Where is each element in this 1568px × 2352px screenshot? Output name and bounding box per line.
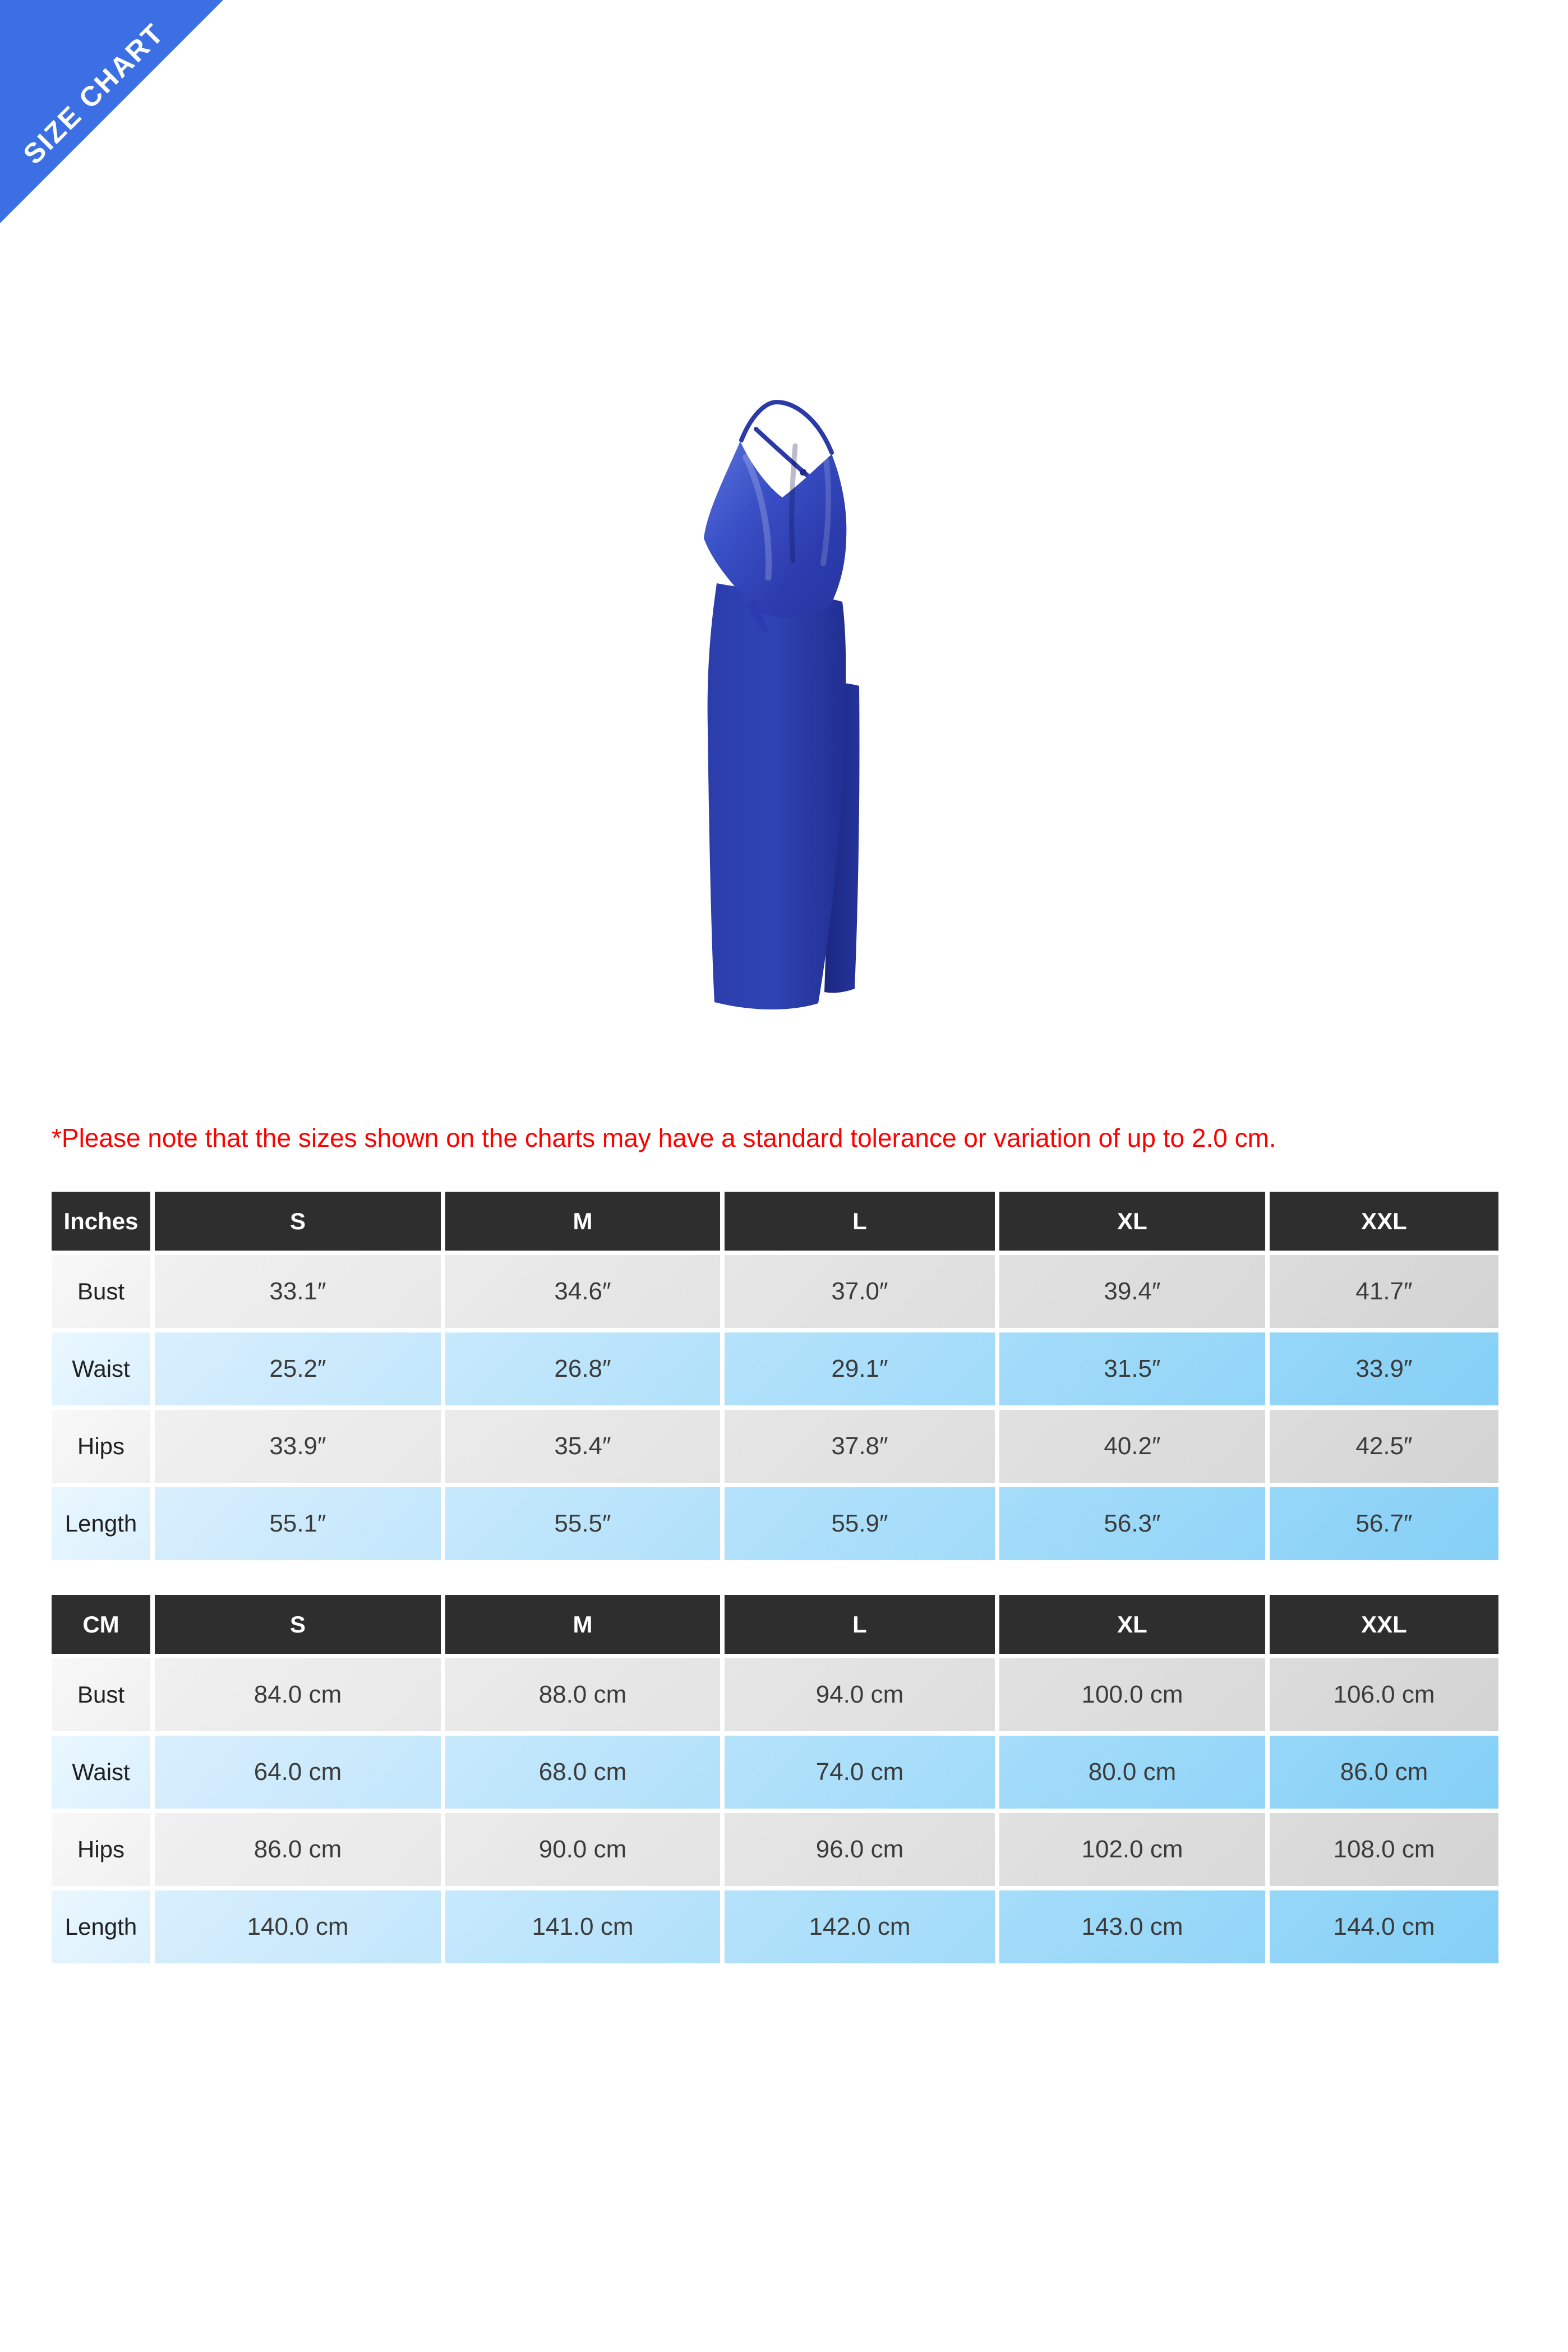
row-label: Hips [52, 1813, 150, 1886]
unit-header-cm: CM [52, 1595, 150, 1654]
table-row-waist [52, 1332, 1498, 1405]
size-value-cell: 25.2″ [155, 1332, 441, 1405]
size-value-cell: 64.0 cm [155, 1736, 441, 1809]
row-label: Length [52, 1487, 150, 1560]
tolerance-note: *Please note that the sizes shown on the charts may have a standard tolerance or variation of up to 2.0 cm. [52, 1123, 1276, 1152]
size-value-cell: 94.0 cm [725, 1658, 995, 1731]
size-value-cell: 29.1″ [725, 1332, 995, 1405]
ribbon-label: SIZE CHART [17, 17, 170, 170]
size-header-xxl: XXL [1270, 1595, 1498, 1654]
product-photo-dress [662, 367, 897, 1018]
size-value-cell: 26.8″ [445, 1332, 720, 1405]
size-header-m: M [445, 1595, 720, 1654]
table-header-row [52, 1192, 1498, 1251]
row-label: Hips [52, 1410, 150, 1483]
table-row-waist [52, 1736, 1498, 1809]
size-value-cell: 31.5″ [999, 1332, 1265, 1405]
dress-skirt-front [708, 583, 846, 1009]
size-value-cell: 106.0 cm [1270, 1658, 1498, 1731]
size-value-cell: 84.0 cm [155, 1658, 441, 1731]
size-value-cell: 39.4″ [999, 1255, 1265, 1328]
size-value-cell: 68.0 cm [445, 1736, 720, 1809]
table-row-bust [52, 1255, 1498, 1328]
size-header-l: L [725, 1192, 995, 1251]
size-value-cell: 142.0 cm [725, 1890, 995, 1963]
size-header-s: S [155, 1192, 441, 1251]
table-row-hips [52, 1410, 1498, 1483]
table-row-bust [52, 1658, 1498, 1731]
size-value-cell: 90.0 cm [445, 1813, 720, 1886]
strap-slider-bead [800, 469, 806, 476]
size-value-cell: 74.0 cm [725, 1736, 995, 1809]
size-value-cell: 86.0 cm [155, 1813, 441, 1886]
size-value-cell: 33.9″ [155, 1410, 441, 1483]
size-value-cell: 55.1″ [155, 1487, 441, 1560]
row-label: Length [52, 1890, 150, 1963]
dress-strap-inner [756, 429, 809, 477]
size-value-cell: 33.1″ [155, 1255, 441, 1328]
size-value-cell: 55.9″ [725, 1487, 995, 1560]
row-label: Waist [52, 1332, 150, 1405]
size-value-cell: 88.0 cm [445, 1658, 720, 1731]
size-value-cell: 42.5″ [1270, 1410, 1498, 1483]
size-value-cell: 34.6″ [445, 1255, 720, 1328]
row-label: Bust [52, 1658, 150, 1731]
size-table-inches [47, 1187, 1503, 1565]
size-header-m: M [445, 1192, 720, 1251]
size-value-cell: 140.0 cm [155, 1890, 441, 1963]
size-value-cell: 102.0 cm [999, 1813, 1265, 1886]
size-value-cell: 108.0 cm [1270, 1813, 1498, 1886]
row-label: Bust [52, 1255, 150, 1328]
size-value-cell: 56.7″ [1270, 1487, 1498, 1560]
size-value-cell: 56.3″ [999, 1487, 1265, 1560]
table-row-length [52, 1487, 1498, 1560]
size-value-cell: 86.0 cm [1270, 1736, 1498, 1809]
size-value-cell: 141.0 cm [445, 1890, 720, 1963]
size-header-s: S [155, 1595, 441, 1654]
size-value-cell: 144.0 cm [1270, 1890, 1498, 1963]
size-value-cell: 55.5″ [445, 1487, 720, 1560]
size-table-cm [47, 1590, 1503, 1968]
size-value-cell: 143.0 cm [999, 1890, 1265, 1963]
size-value-cell: 96.0 cm [725, 1813, 995, 1886]
table-row-hips [52, 1813, 1498, 1886]
size-value-cell: 41.7″ [1270, 1255, 1498, 1328]
size-value-cell: 80.0 cm [999, 1736, 1265, 1809]
table-row-length [52, 1890, 1498, 1963]
size-header-xl: XL [999, 1192, 1265, 1251]
size-header-xl: XL [999, 1595, 1265, 1654]
size-value-cell: 40.2″ [999, 1410, 1265, 1483]
size-value-cell: 37.0″ [725, 1255, 995, 1328]
size-header-l: L [725, 1595, 995, 1654]
unit-header-inches: Inches [52, 1192, 150, 1251]
size-value-cell: 100.0 cm [999, 1658, 1265, 1731]
size-value-cell: 37.8″ [725, 1410, 995, 1483]
size-value-cell: 33.9″ [1270, 1332, 1498, 1405]
size-value-cell: 35.4″ [445, 1410, 720, 1483]
row-label: Waist [52, 1736, 150, 1809]
table-header-row [52, 1595, 1498, 1654]
ribbon-banner [0, 0, 223, 223]
size-header-xxl: XXL [1270, 1192, 1498, 1251]
